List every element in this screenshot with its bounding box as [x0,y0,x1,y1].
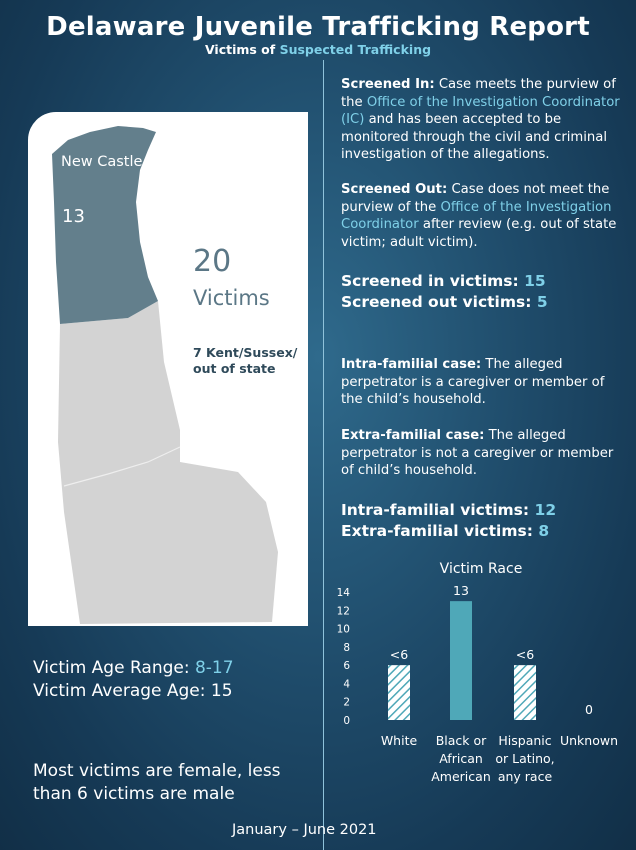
y-tick-label: 12 [336,605,350,618]
page-subtitle [0,42,636,57]
new-castle-label: New Castle [61,154,143,170]
extra-familial-stat-label: Extra-familial victims: [341,522,533,540]
y-tick-label: 10 [336,623,350,636]
average-age [33,680,233,702]
category-label: American [431,769,491,784]
category-label: Unknown [559,733,619,748]
new-castle-count: 13 [62,206,85,227]
intra-familial-definition [341,356,626,409]
kent-sussex-note: 7 Kent/Sussex/ out of state [193,345,298,376]
screened-out-accent: Office of the Investigation Coordinator [341,199,612,232]
category-label: or Latino, [495,751,555,766]
y-tick-label: 6 [343,660,350,673]
screened-out-stat-label: Screened out victims: [341,293,532,311]
category-label: African [439,751,483,766]
intra-familial-term: Intra-familial case: [341,357,482,372]
bar-value-label: <6 [389,647,409,663]
screened-in-stat [341,271,626,291]
screened-in-stat-value: 15 [524,272,546,290]
screened-in-term: Screened In: [341,77,435,92]
category-label: White [380,733,418,748]
subtitle-accent: Suspected Trafficking [279,42,432,57]
bar-value-label: 13 [453,583,469,599]
map-card [28,112,308,626]
category-label: Black or [435,733,487,748]
y-tick-label: 0 [343,715,350,727]
bar-value-label: <6 [515,647,535,663]
age-range-label: Victim Age Range: [33,658,190,678]
extra-familial-stat [341,521,626,541]
screened-out-definition [341,181,626,251]
extra-familial-text: The alleged perpetrator is not a caregiver or member of child’s household. [341,428,614,478]
report-period: January – June 2021 [232,822,377,838]
column-divider [323,60,324,850]
subtitle-prefix: Victims of [204,42,280,57]
screened-in-text-2: and has been accepted to be monitored through the civil and criminal investigation of the allegations. [341,112,608,162]
screened-in-accent: Office of the Investigation Coordinator (IC) [341,94,620,127]
intra-familial-stat [341,500,626,520]
screened-in-definition [341,76,626,164]
victim-race-chart [330,555,630,787]
category-label: Hispanic [498,733,552,748]
bar-value-label: 0 [585,702,593,717]
intra-familial-stat-label: Intra-familial victims: [341,501,530,519]
screened-in-text-1: Case meets the purview of the [341,77,616,110]
y-tick-label: 8 [343,641,350,654]
bar [514,665,536,720]
chart-title: Victim Race [439,561,523,577]
screened-out-term: Screened Out: [341,182,448,197]
average-age-value: 15 [210,681,233,701]
extra-familial-stat-value: 8 [538,522,550,540]
y-tick-label: 14 [336,587,350,599]
age-range-value: 8-17 [194,658,234,678]
y-tick-label: 2 [343,696,350,709]
extra-familial-definition [341,427,626,480]
gender-note: Most victims are female, less than 6 victims are male [33,761,281,804]
screened-in-stat-label: Screened in victims: [341,272,519,290]
age-range [33,657,234,679]
total-victims-count: 20 [193,244,232,279]
intra-familial-text: The alleged perpetrator is a caregiver or member of the child’s household. [341,357,605,407]
intra-familial-stat-value: 12 [534,501,557,519]
average-age-label: Victim Average Age: [33,681,206,701]
total-victims-label: Victims [193,286,270,310]
screened-out-text-2: after review (e.g. out of state victim; adult victim). [341,217,617,250]
screened-out-text-1: Case does not meet the purview of the [341,182,610,215]
screened-out-stat-value: 5 [536,293,548,311]
screened-out-stat [341,292,626,312]
bar [388,665,410,720]
category-label: any race [497,769,553,784]
y-tick-label: 4 [343,678,350,691]
page-title: Delaware Juvenile Trafficking Report [46,12,590,42]
bar [450,601,472,720]
extra-familial-term: Extra-familial case: [341,428,485,443]
